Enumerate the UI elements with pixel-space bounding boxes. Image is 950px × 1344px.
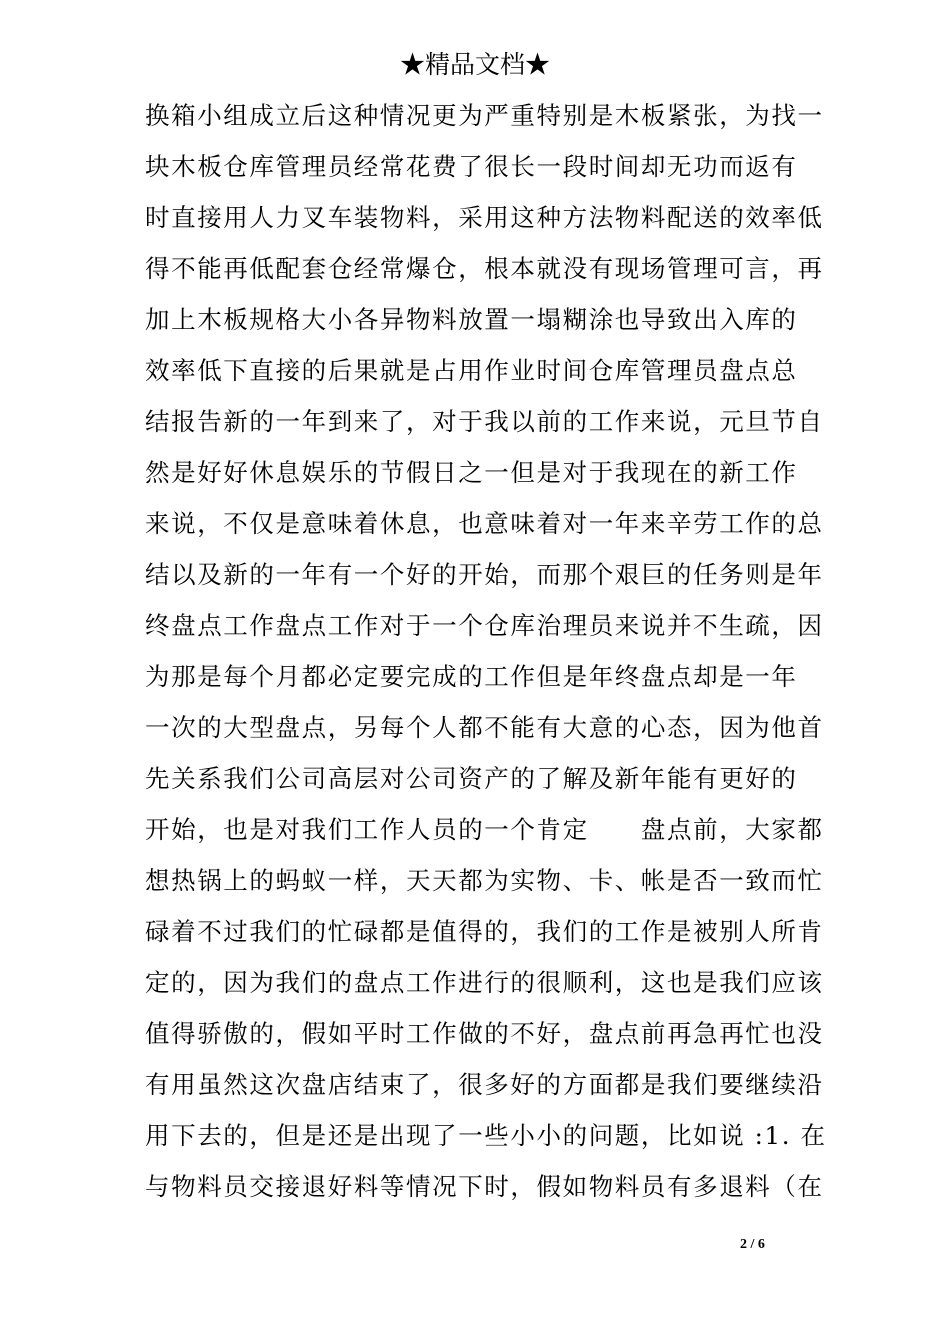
body-text	[145, 98, 825, 1220]
text-line: 换箱小组成立后这种情况更为严重特别是木板紧张，为找一	[145, 101, 824, 130]
text-line: 块木板仓库管理员经常花费了很长一段时间却无功而返有	[145, 152, 798, 181]
text-line: 效率低下直接的后果就是占用作业时间仓库管理员盘点总	[145, 356, 798, 385]
page-header-title: ★精品文档★	[399, 50, 550, 79]
text-line: 终盘点工作盘点工作对于一个仓库治理员来说并不生疏，因	[145, 611, 824, 640]
text-line: 来说，不仅是意味着休息，也意味着对一年来辛劳工作的总	[145, 509, 824, 538]
text-line: 得不能再低配套仓经常爆仓，根本就没有现场管理可言，再	[145, 254, 824, 283]
text-line: 想热锅上的蚂蚁一样，天天都为实物、卡、帐是否一致而忙	[145, 866, 824, 895]
text-line: 用下去的，但是还是出现了一些小小的问题，比如说 :1. 在	[145, 1121, 827, 1150]
text-line: 加上木板规格大小各异物料放置一塌糊涂也导致出入库的	[145, 305, 798, 334]
text-line: 时直接用人力叉车装物料，采用这种方法物料配送的效率低	[145, 203, 824, 232]
text-line: 先关系我们公司高层对公司资产的了解及新年能有更好的	[145, 764, 798, 793]
page-number: 2 / 6	[740, 1237, 765, 1252]
text-line: 结报告新的一年到来了，对于我以前的工作来说，元旦节自	[145, 407, 824, 436]
text-line: 与物料员交接退好料等情况下时，假如物料员有多退料（在	[145, 1172, 824, 1201]
text-line: 值得骄傲的，假如平时工作做的不好，盘点前再急再忙也没	[145, 1019, 824, 1048]
text-line: 结以及新的一年有一个好的开始，而那个艰巨的任务则是年	[145, 560, 824, 589]
text-line: 开始，也是对我们工作人员的一个肯定 盘点前，大家都	[145, 815, 824, 844]
text-line: 定的，因为我们的盘点工作进行的很顺利，这也是我们应该	[145, 968, 824, 997]
text-line: 碌着不过我们的忙碌都是值得的，我们的工作是被别人所肯	[145, 917, 824, 946]
text-line: 然是好好休息娱乐的节假日之一但是对于我现在的新工作	[145, 458, 798, 487]
text-line: 有用虽然这次盘店结束了，很多好的方面都是我们要继续沿	[145, 1070, 824, 1099]
text-line: 一次的大型盘点，另每个人都不能有大意的心态，因为他首	[145, 713, 824, 742]
text-line: 为那是每个月都必定要完成的工作但是年终盘点却是一年	[145, 662, 798, 691]
